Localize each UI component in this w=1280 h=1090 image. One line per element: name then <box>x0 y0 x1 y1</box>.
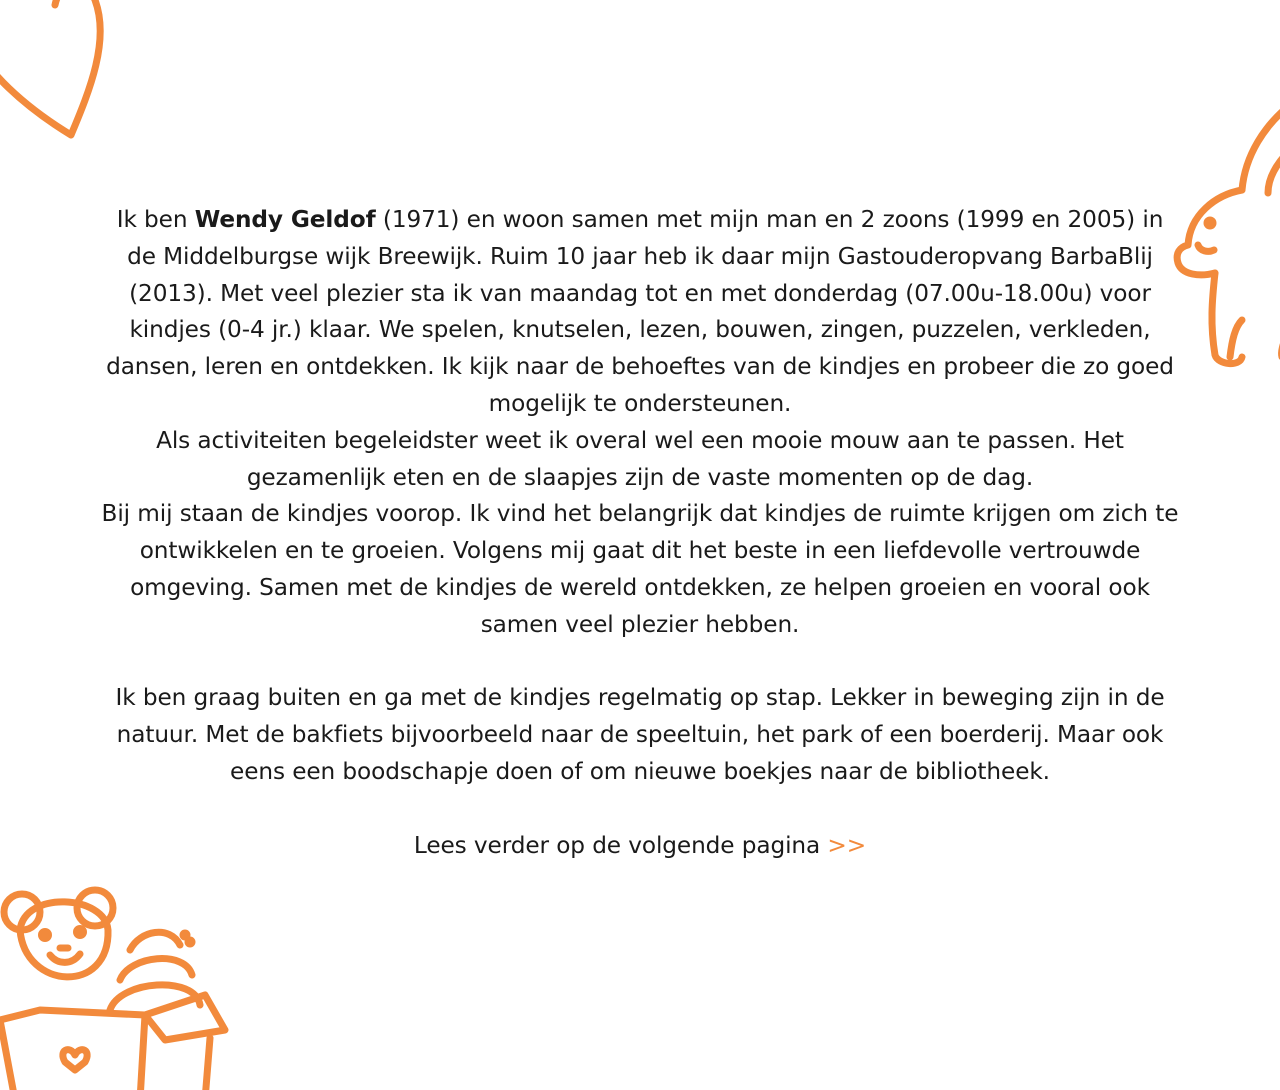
bunny-icon <box>1170 95 1280 385</box>
heart-icon <box>0 0 120 150</box>
about-text <box>100 202 1180 864</box>
read-more-arrow[interactable]: >> <box>827 831 867 859</box>
intro-paragraph <box>100 202 1180 423</box>
read-more-text[interactable]: Lees verder op de volgende pagina <box>413 831 828 859</box>
activities-paragraph: Als activiteiten begeleidster weet ik overal wel een mooie mouw aan te passen. Het gezamenlijk eten en de slaapjes zijn de vaste momenten op de dag. <box>156 426 1124 491</box>
teddy-bear-toybox-icon <box>0 870 240 1090</box>
values-paragraph: Bij mij staan de kindjes voorop. Ik vind het belangrijk dat kindjes de ruimte krijgen om zich te ontwikkelen en te groeien. Volgens mij gaat dit het beste in een liefdevolle vertrouwde omgeving. Samen met de kindjes de wereld ontdekken, ze helpen groeien en vooral ook samen veel plezier hebben. <box>101 500 1179 638</box>
read-more-link[interactable] <box>100 828 1180 865</box>
author-name: Wendy Geldof <box>194 206 376 233</box>
intro-after-name: (1971) en woon samen met mijn man en 2 zoons (1999 en 2005) in de Middelburgse wijk Breewijk. Ruim 10 jaar heb ik daar mijn Gastouderopvang BarbaBlij (2013). Met veel plezier sta ik van maandag tot en met donderdag (07.00u-18.00u) voor kindjes (0-4 jr.) klaar. We spelen, knutselen, lezen, bouwen, zingen, puzzelen, verkleden, dansen, leren en ontdekken. Ik kijk naar de behoeftes van de kindjes en probeer die zo goed mogelijk te ondersteunen. <box>106 206 1174 417</box>
intro-before-name: Ik ben <box>116 206 195 233</box>
outdoors-paragraph: Ik ben graag buiten en ga met de kindjes regelmatig op stap. Lekker in beweging zijn in de natuur. Met de bakfiets bijvoorbeeld naar de speeltuin, het park of een boerderij. Maar ook eens een boodschapje doen of om nieuwe boekjes naar de bibliotheek. <box>115 684 1165 785</box>
